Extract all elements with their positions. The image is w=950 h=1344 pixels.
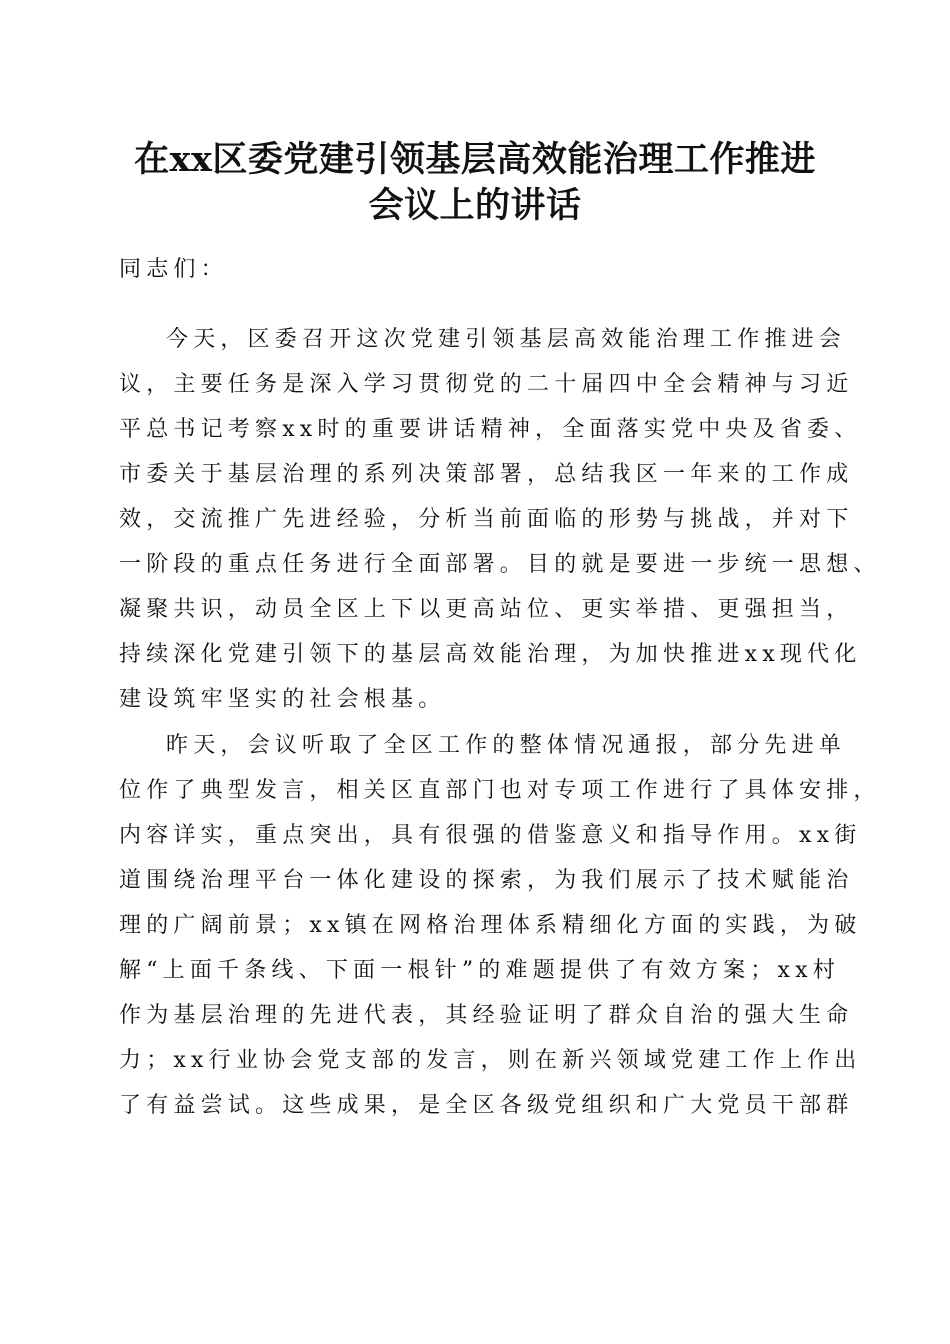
salutation: 同志们： (119, 257, 228, 282)
paragraph-1-line: 平总书记考察xx时的重要讲话精神，全面落实党中央及省委、 (119, 417, 862, 442)
paragraph-1-line: 议，主要任务是深入学习贯彻党的二十届四中全会精神与习近 (119, 372, 854, 397)
paragraph-1-line: 持续深化党建引领下的基层高效能治理，为加快推进xx现代化 (119, 642, 862, 667)
document-title-line-2: 会议上的讲话 (368, 185, 582, 226)
paragraph-2-line: 力；xx行业协会党支部的发言，则在新兴领域党建工作上作出 (119, 1048, 862, 1073)
paragraph-1-line: 一阶段的重点任务进行全面部署。目的就是要进一步统一思想、 (119, 552, 881, 577)
paragraph-1-line: 建设筑牢坚实的社会根基。 (119, 687, 446, 712)
paragraph-2-line: 解“上面千条线、下面一根针”的难题提供了有效方案；xx村 (119, 958, 840, 983)
paragraph-1-line: 市委关于基层治理的系列决策部署，总结我区一年来的工作成 (119, 462, 854, 487)
paragraph-1-line: 效，交流推广先进经验，分析当前面临的形势与挑战，并对下 (119, 507, 854, 532)
document-title-line-1: 在xx区委党建引领基层高效能治理工作推进 (134, 139, 816, 180)
paragraph-2-line: 位作了典型发言，相关区直部门也对专项工作进行了具体安排， (119, 778, 881, 803)
paragraph-2-line: 道围绕治理平台一体化建设的探索，为我们展示了技术赋能治 (119, 868, 854, 893)
paragraph-2-line: 昨天，会议听取了全区工作的整体情况通报，部分先进单 (166, 733, 847, 758)
paragraph-2-line: 理的广阔前景；xx镇在网格治理体系精细化方面的实践，为破 (119, 913, 862, 938)
paragraph-2-line: 作为基层治理的先进代表，其经验证明了群众自治的强大生命 (119, 1003, 854, 1028)
paragraph-2-line: 了有益尝试。这些成果，是全区各级党组织和广大党员干部群 (119, 1093, 854, 1118)
paragraph-1-line: 凝聚共识，动员全区上下以更高站位、更实举措、更强担当， (119, 597, 854, 622)
paragraph-1-line: 今天，区委召开这次党建引领基层高效能治理工作推进会 (166, 327, 847, 352)
paragraph-2-line: 内容详实，重点突出，具有很强的借鉴意义和指导作用。xx街 (119, 823, 862, 848)
